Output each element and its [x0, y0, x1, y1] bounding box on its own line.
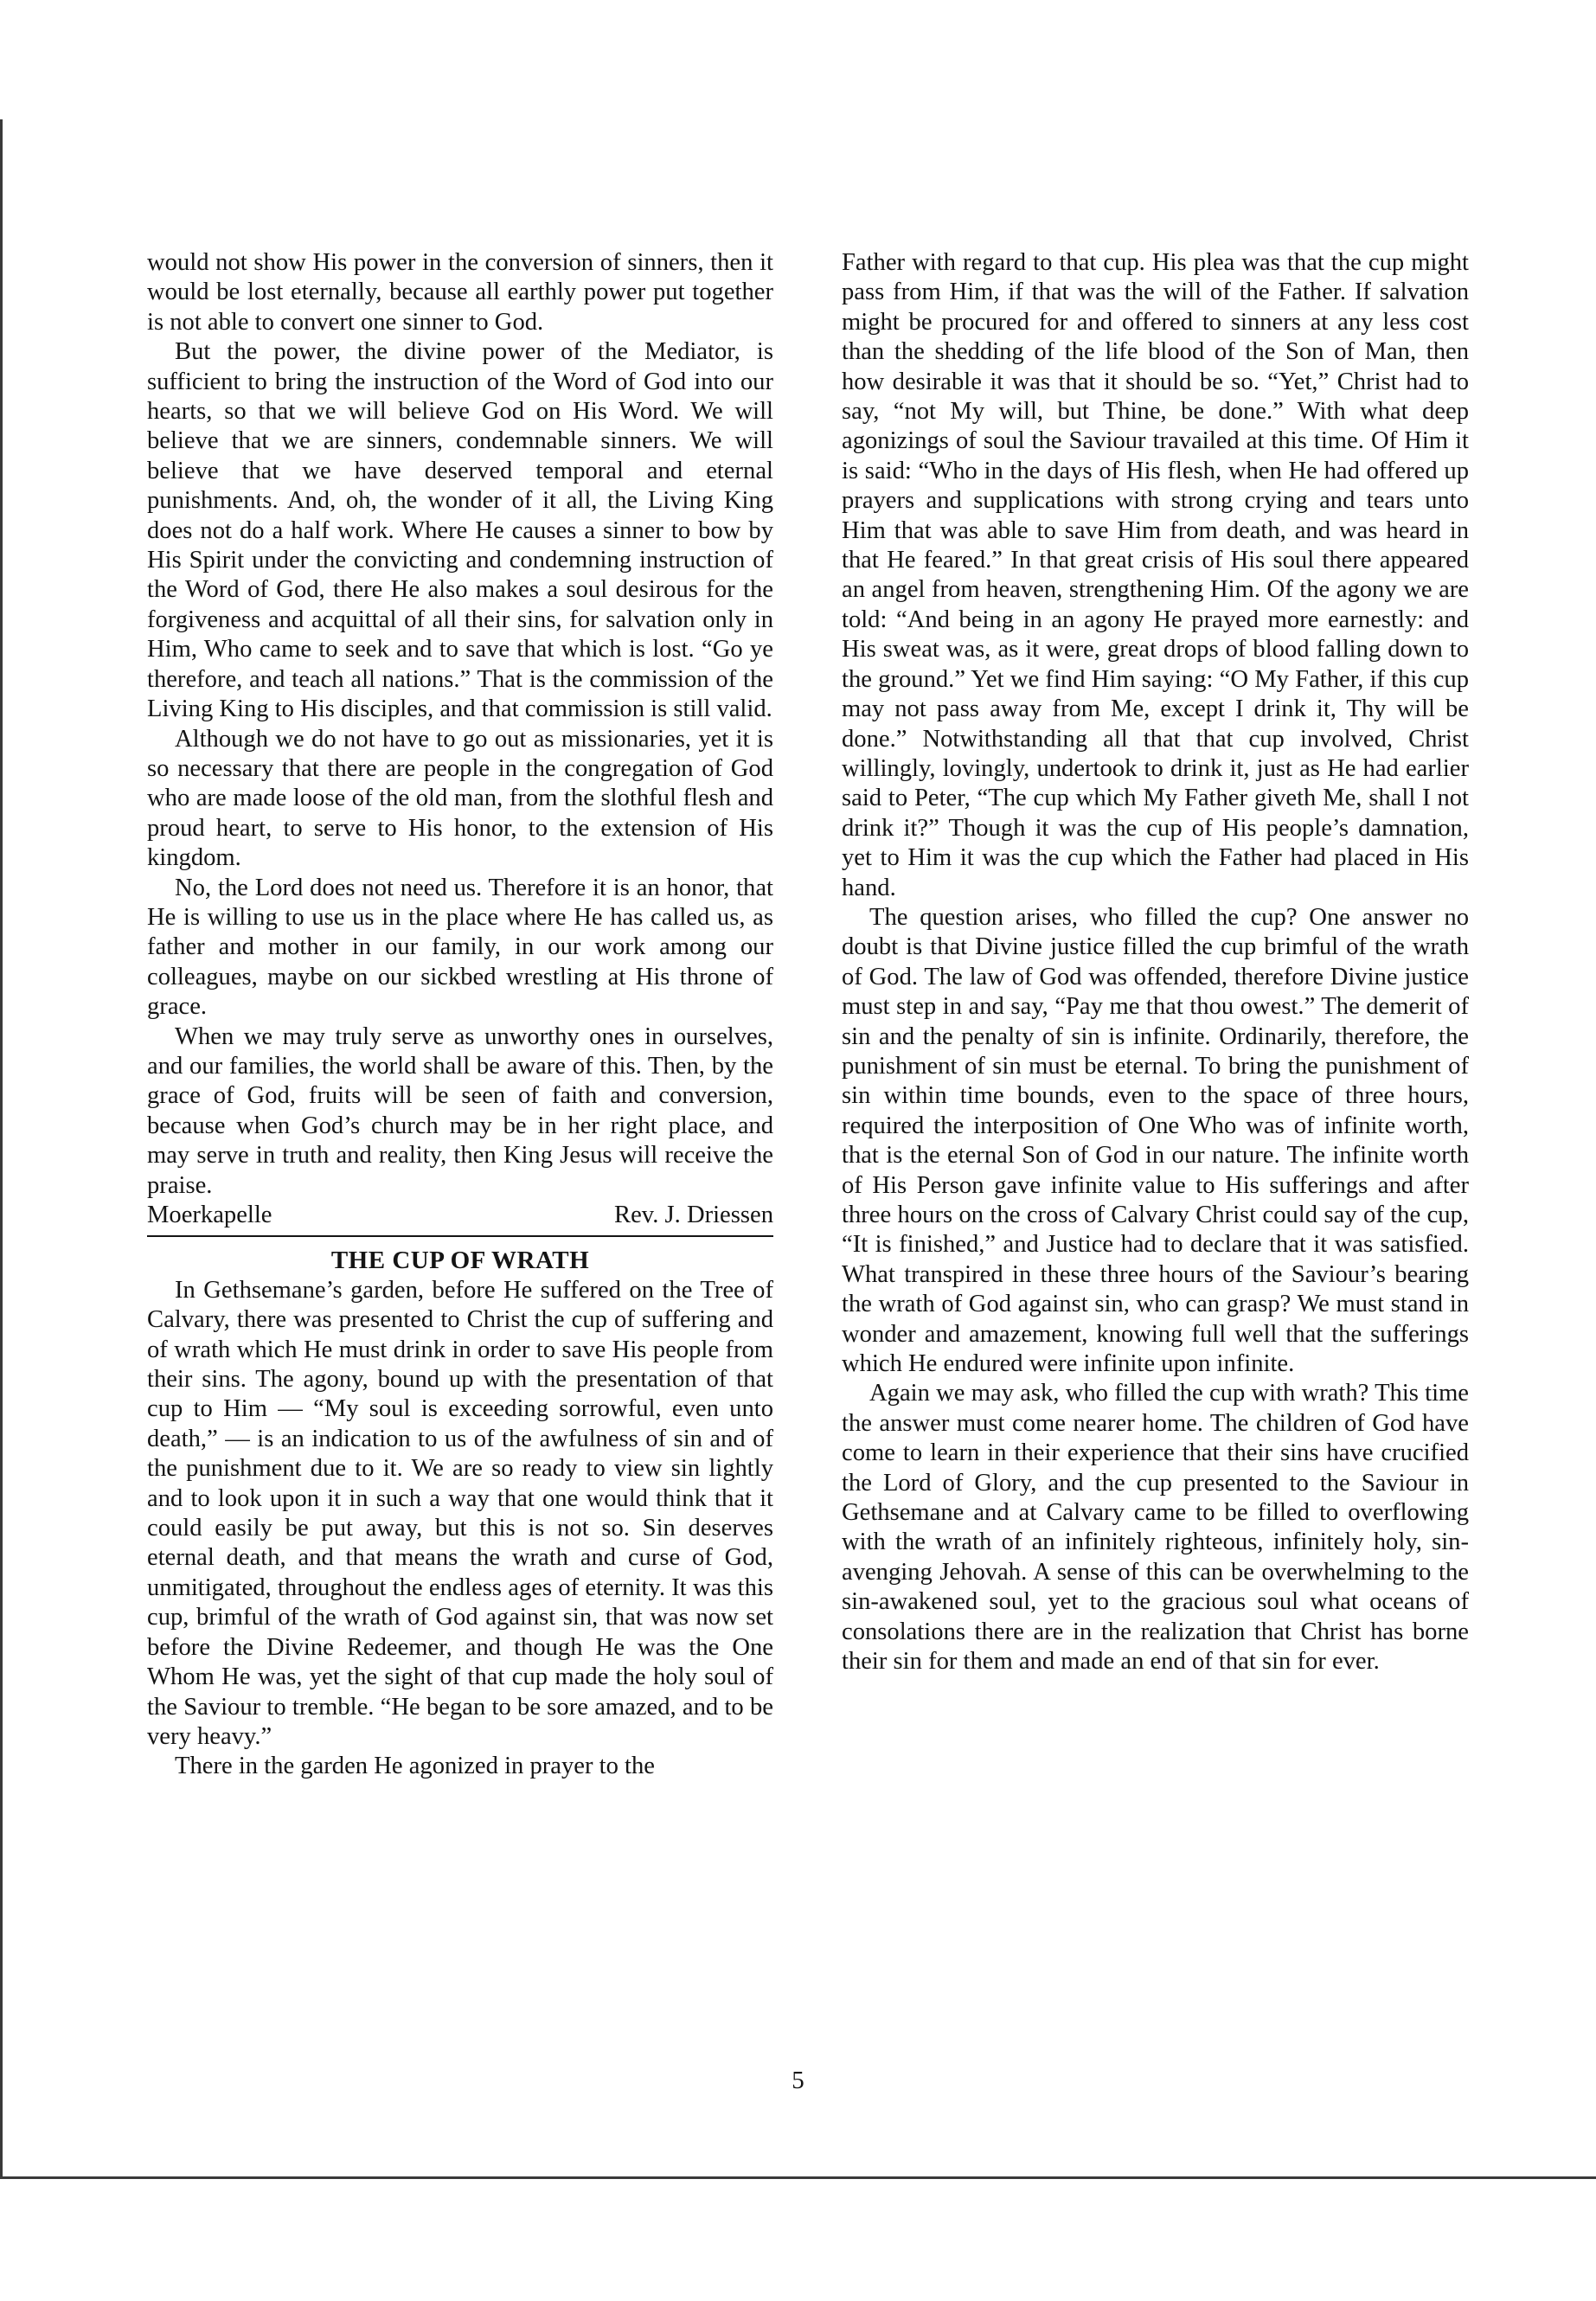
- right-column: [842, 248, 1469, 1677]
- page-number: 5: [792, 2067, 804, 2094]
- signature-author: Rev. J. Driessen: [614, 1202, 773, 1228]
- paragraph: There in the garden He agonized in prayer to the: [175, 1753, 655, 1780]
- left-column: [147, 248, 773, 1782]
- paragraph: But the power, the divine power of the Mediator, is sufficient to bring the instruction of the Word of God into our hearts, so that we will believe God on His Word. We will believe that we are sinners, condemnable sinners. We will believe that we have deserved temporal and eternal punishments. And, oh, the wonder of it all, the Living King does not do a half work. Where He causes a sinner to bow by His Spirit under the convicting and condemning instruction of the Word of God, there He also makes a soul desirous for the forgiveness and acquittal of all their sins, for salvation only in Him, Who came to seek and to save that which is lost. “Go ye therefore, and teach all nations.” That is the commission of the Living King to His disciples, and that commission is still valid.: [147, 338, 773, 723]
- paragraph: No, the Lord does not need us. Therefore it is an honor, that He is willing to use us in the place where He has called us, as father and mother in our family, in our work among our colleagues, maybe on our sickbed wrestling at His throne of grace.: [147, 874, 773, 1021]
- signature-line: [147, 1201, 773, 1230]
- paragraph: Father with regard to that cup. His plea was that the cup might pass from Him, if that was the will of the Father. If salvation might be procured for and offered to sinners at any less cost than the shedding of the life blood of the Son of Man, then how desirable it was that it should be so. “Yet,” Christ had to say, “not My will, but Thine, be done.” With what deep agonizings of soul the Saviour travailed at this time. Of Him it is said: “Who in the days of His flesh, when He had offered up prayers and supplications with strong crying and tears unto Him that was able to save Him from death, and was heard in that He feared.” In that great crisis of His soul there appeared an angel from heaven, strengthening Him. Of the agony we are told: “And being in an agony He prayed more earnestly: and His sweat was, as it were, great drops of blood falling down to the ground.” Yet we find Him saying: “O My Father, if this cup may not pass away from Me, except I drink it, Thy will be done.” Notwithstanding all that that cup involved, Christ willingly, lovingly, undertook to drink it, just as He had earlier said to Peter, “The cup which My Father giveth Me, shall I not drink it?” Though it was the cup of His people’s damnation, yet to Him it was the cup which the Father had placed in His hand.: [842, 249, 1469, 901]
- paragraph: Although we do not have to go out as missionaries, yet it is so necessary that there are people in the congregation of God who are made loose of the old man, from the slothful flesh and proud heart, to serve to His honor, to the extension of His kingdom.: [147, 725, 773, 872]
- section-title: THE CUP OF WRATH: [330, 1247, 590, 1275]
- signature-place: Moerkapelle: [147, 1202, 272, 1228]
- paragraph: Again we may ask, who filled the cup with wrath? This time the answer must come nearer home. The children of God have come to learn in their experience that their sins have crucified the Lord of Glory, and the cup presented to the Saviour in Gethsemane and at Calvary came to be filled to overflowing with the wrath of an infinitely righteous, infinitely holy, sin-avenging Jehovah. A sense of this can be overwhelming to the sin-awakened soul, yet to the gracious soul what oceans of consolations there are in the realization that Christ has borne their sin for them and made an end of that sin for ever.: [842, 1380, 1469, 1676]
- paragraph: When we may truly serve as unworthy ones in ourselves, and our families, the world shall be aware of this. Then, by the grace of God, fruits will be seen of faith and conversion, because when God’s church may be in her right place, and may serve in truth and reality, then King Jesus will receive the praise.: [147, 1022, 773, 1199]
- paragraph: would not show His power in the conversion of sinners, then it would be lost eternally, because all earthly power put together is not able to convert one sinner to God.: [147, 249, 773, 336]
- scan-border-bottom: [0, 2176, 1596, 2179]
- scan-border-left: [0, 119, 3, 2178]
- paragraph: In Gethsemane’s garden, before He suffered on the Tree of Calvary, there was presented to Christ the cup of suffering and of wrath which He must drink in order to save His people from their sins. The agony, bound up with the presentation of that cup to Him — “My soul is exceeding sorrowful, even unto death,” — is an indication to us of the awfulness of sin and of the punishment due to it. We are so ready to view sin lightly and to look upon it in such a way that one would think that it could easily be put away, but this is not so. Sin deserves eternal death, and that means the wrath and curse of God, unmitigated, throughout the endless ages of eternity. It was this cup, brimful of the wrath of God against sin, that was now set before the Divine Redeemer, and though He was the One Whom He was, yet the sight of that cup made the holy soul of the Saviour to tremble. “He began to be sore amazed, and to be very heavy.”: [147, 1276, 773, 1750]
- section-divider: [147, 1235, 773, 1237]
- paragraph: The question arises, who filled the cup? One answer no doubt is that Divine justice filled the cup brimful of the wrath of God. The law of God was offended, therefore Divine justice must step in and say, “Pay me that thou owest.” The demerit of sin and the penalty of sin is infinite. Ordinarily, therefore, the punishment of sin must be eternal. To bring the punishment of sin within time bounds, even to the space of three hours, required the interposition of One Who was of infinite worth, that is the eternal Son of God in our nature. The infinite worth of His Person gave infinite value to His sufferings and after three hours on the cross of Calvary Christ could say of the cup, “It is finished,” and Justice had to declare that it was satisfied. What transpired in these three hours of the Saviour’s bearing the wrath of God against sin, who can grasp? We must stand in wonder and amazement, knowing full well that the sufferings which He endured were infinite upon infinite.: [842, 903, 1469, 1378]
